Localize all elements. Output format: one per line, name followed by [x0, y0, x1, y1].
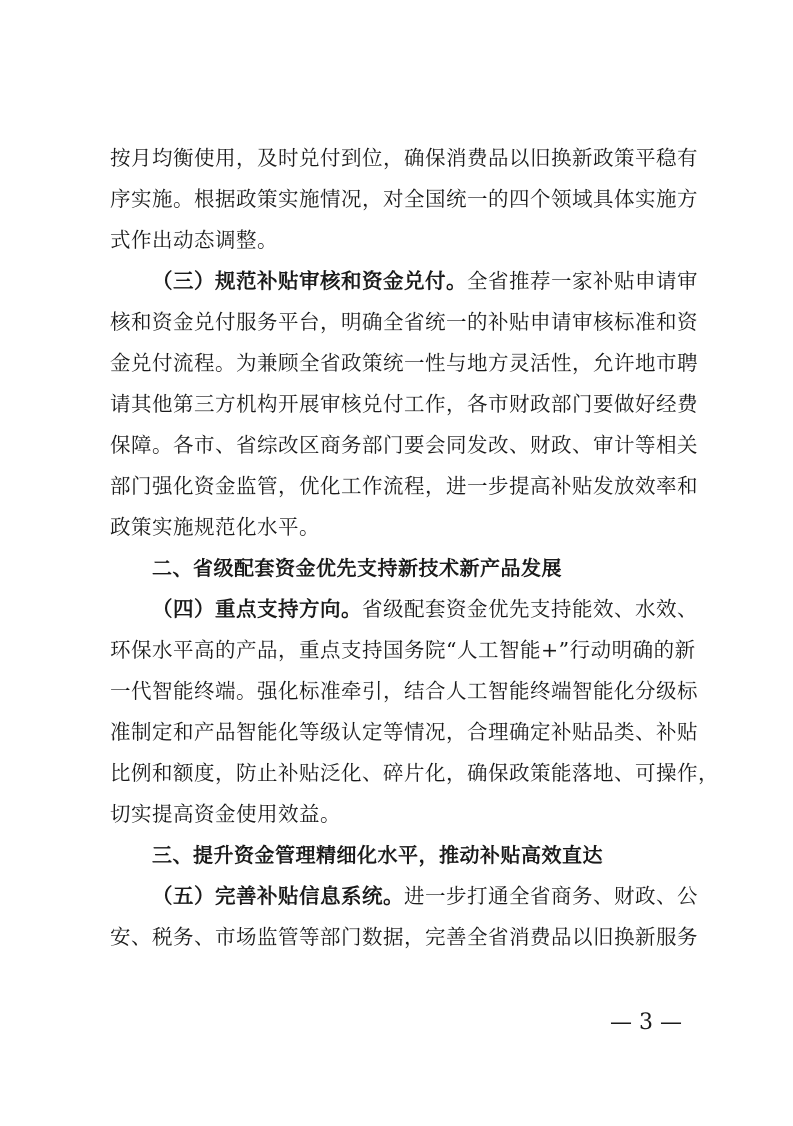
- p2-line-5: 保障。各市、省综改区商务部门要会同发改、财政、审计等相关: [110, 433, 698, 457]
- p2-line-4: 请其他第三方机构开展审核兑付工作，各市财政部门要做好经费: [110, 392, 698, 416]
- p1-line-3: 式作出动态调整。: [110, 228, 278, 252]
- section-heading-3: 三、提升资金管理精细化水平，推动补贴高效直达: [152, 843, 603, 867]
- p3-lead: （四）重点支持方向。: [152, 597, 362, 621]
- p3-line-6: 切实提高资金使用效益。: [110, 802, 341, 826]
- p2-line-1: [110, 266, 698, 296]
- page-number: — 3 —: [610, 1010, 682, 1035]
- p2-line-3: 金兑付流程。为兼顾全省政策统一性与地方灵活性，允许地市聘: [110, 351, 698, 375]
- p2-line-2: 核和资金兑付服务平台，明确全省统一的补贴申请审核标准和资: [110, 310, 698, 334]
- p3-line-4: 准制定和产品智能化等级认定等情况，合理确定补贴品类、补贴: [110, 720, 698, 744]
- p3-line-1-rest: 省级配套资金优先支持能效、水效、: [362, 597, 698, 621]
- p4-lead: （五）完善补贴信息系统。: [152, 884, 404, 908]
- p2-line-7: 政策实施规范化水平。: [110, 515, 320, 539]
- p1-line-2: 序实施。根据政策实施情况，对全国统一的四个领域具体实施方: [110, 187, 698, 211]
- p3-line-5: 比例和额度，防止补贴泛化、碎片化，确保政策能落地、可操作，: [110, 761, 719, 785]
- p3-line-3: 一代智能终端。强化标准牵引，结合人工智能终端智能化分级标: [110, 679, 698, 703]
- p2-lead: （三）规范补贴审核和资金兑付。: [152, 269, 467, 293]
- p2-line-1-rest: 全省推荐一家补贴申请审: [467, 269, 698, 293]
- p4-line-2: 安、税务、市场监管等部门数据，完善全省消费品以旧换新服务: [110, 925, 698, 949]
- section-heading-2: 二、省级配套资金优先支持新技术新产品发展: [152, 556, 562, 580]
- p3-line-1: [110, 594, 698, 624]
- p1-line-1: 按月均衡使用，及时兑付到位，确保消费品以旧换新政策平稳有: [110, 146, 698, 170]
- p4-line-1: [110, 881, 698, 911]
- p2-line-6: 部门强化资金监管，优化工作流程，进一步提高补贴发放效率和: [110, 474, 698, 498]
- p3-line-2: 环保水平高的产品，重点支持国务院“人工智能+”行动明确的新: [110, 638, 696, 662]
- p4-line-1-rest: 进一步打通全省商务、财政、公: [404, 884, 698, 908]
